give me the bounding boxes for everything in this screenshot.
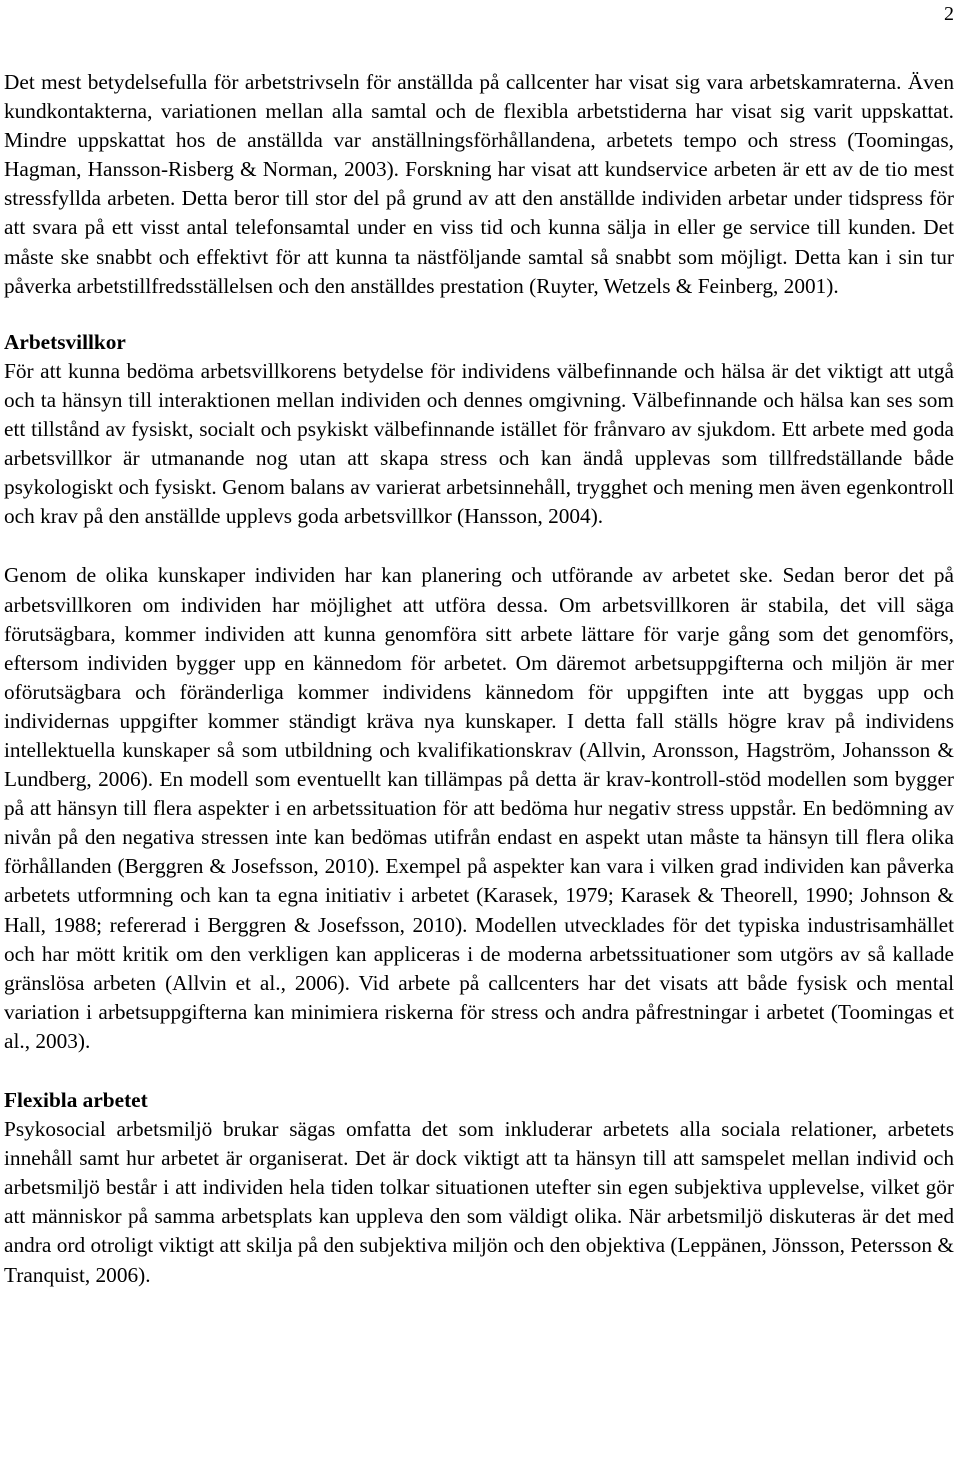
paragraph-krav-kontroll: Genom de olika kunskaper individen har kan planering och utförande av arbetet ske. Sedan beror det på arbetsvillkoren om individen har möjlighet att utföra dessa. Om arbetsvillkoren är stabila, det vill säga förutsägbara, kommer individen att kunna genomföra sitt arbete lättare för varje gång som det genomförs, eftersom individen bygger upp en kännedom för arbetet. Om däremot arbetsuppgifterna och miljön är mer oförutsägbara och föränderliga kommer individens kännedom för uppgiften inte att byggas upp och individernas uppgifter kommer ständigt kräva nya kunskaper. I detta fall ställs högre krav på individens intellektuella kunskaper så som utbildning och kvalifikationskrav (Allvin, Aronsson, Hagström, Johansson & Lundberg, 2006). En modell som eventuellt kan tillämpas på detta är krav-kontroll-stöd modellen som bygger på att hänsyn till flera aspekter i en arbetssituation för att bedöma hur negativ stress uppstår. En bedömning av nivån på den negativa stressen inte kan bedömas utifrån endast en aspekt utan måste ta hänsyn till flera olika förhållanden (Berggren & Josefsson, 2010). Exempel på aspekter kan vara i vilken grad individen kan påverka arbetets utformning och kan ta egna initiativ i arbetet (Karasek, 1979; Karasek & Theorell, 1990; Johnson & Hall, 1988; refererad i Berggren & Josefsson, 2010). Modellen utvecklades för det typiska industrisamhället och har mött kritik om den verkligen kan appliceras i de moderna arbetssituationer som utgörs av så kallade gränslösa arbeten (Allvin et al., 2006). Vid arbete på callcenters har det visats att både fysisk och mental variation i arbetsuppgifterna kan minimiera riskerna för stress och andra påfrestningar i arbetet (Toomingas et al., 2003).	[4, 563, 954, 1053]
page-number: 2	[944, 3, 954, 25]
heading-flexibla-arbetet: Flexibla arbetet	[4, 1088, 148, 1112]
heading-arbetsvillkor: Arbetsvillkor	[4, 329, 126, 354]
document-body	[4, 68, 954, 1290]
paragraph-arbetsvillkor: För att kunna bedöma arbetsvillkorens betydelse för individens välbefinnande och hälsa är det viktigt att utgå och ta hänsyn till interaktionen mellan individen och dennes omgivning. Välbefinnande och hälsa kan ses som ett tillstånd av fysiskt, socialt och psykiskt välbefinnande istället för frånvaro av sjukdom. Ett arbete med goda arbetsvillkor är utmanande nog utan att skapa stress och kan ändå upplevas som tillfredställande både psykologiskt och fysiskt. Genom balans av varierat arbetsinnehåll, trygghet och mening men även egenkontroll och krav på den anställde upplevs goda arbetsvillkor (Hansson, 2004).	[4, 358, 954, 529]
paragraph-callcenter-wellbeing: Det mest betydelsefulla för arbetstrivseln för anställda på callcenter har visat sig vara arbetskamraterna. Även kundkontakterna, variationen mellan alla samtal och de flexibla arbetstiderna har visat sig varit uppskattat. Mindre uppskattat hos de anställda var anställningsförhållandena, arbetets tempo och stress (Toomingas, Hagman, Hansson-Risberg & Norman, 2003). Forskning har visat att kundservice arbeten är ett av de tio mest stressfyllda arbeten. Detta beror till stor del på grund av att den anställde individen arbetar under tidspress för att svara på ett visst antal telefonsamtal under en viss tid och kunna sälja in eller ge service till kunden. Det måste ske snabbt och effektivt för att kunna ta nästföljande samtal så snabbt som möjligt. Detta kan i sin tur påverka arbetstillfredsställelsen och den anställdes prestation (Ruyter, Wetzels & Feinberg, 2001).	[4, 70, 954, 298]
paragraph-psykosocial-arbetsmiljo: Psykosocial arbetsmiljö brukar sägas omfatta det som inkluderar arbetets alla sociala relationer, arbetets innehåll samt hur arbetet är organiserat. Det är dock viktigt att ta hänsyn till att samspelet mellan individ och arbetsmiljö består i att individen hela tiden tolkar situationen utefter sin egen subjektiva upplevelse, vilket gör att människor på samma arbetsplats kan uppleva den som väldigt olika. När arbetsmiljö diskuteras är det med andra ord otroligt viktigt att skilja på den subjektiva miljön och den objektiva (Leppänen, Jönsson, Petersson & Tranquist, 2006).	[4, 1117, 954, 1287]
